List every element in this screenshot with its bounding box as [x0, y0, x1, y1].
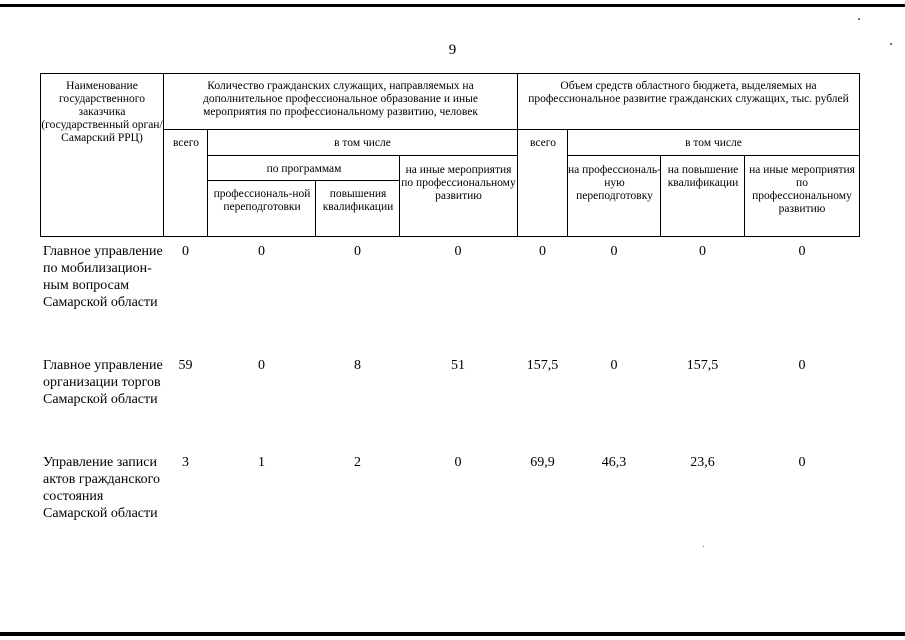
header-budget-group: Объем средств областного бюджета, выделяемых на профессиональное развитие гражданских служащих, тыс. рублей: [517, 73, 860, 130]
row-count-qualification: 0: [354, 244, 361, 259]
row-name: Управление записи актов гражданского состояния Самарской области: [43, 455, 161, 521]
page-number: 9: [448, 42, 457, 58]
top-border-line: [0, 4, 905, 7]
row-count-qualification: 2: [354, 455, 361, 470]
row-count-retraining: 0: [258, 244, 265, 259]
header-customer: Наименование государственного заказчика (государственный орган/Самарский РРЦ): [40, 73, 163, 237]
row-name: Главное управление организации торгов Самарской области: [43, 358, 163, 407]
row-budget-other: 0: [798, 244, 806, 259]
header-budget-other: на иные мероприятия по профессиональному развитию: [744, 155, 860, 237]
row-budget-total: 0: [539, 244, 546, 259]
row-name: Главное управление по мобилизацион-ным вопросам Самарской области: [43, 244, 163, 310]
row-count-total: 3: [182, 455, 189, 470]
scan-speck: [703, 546, 704, 547]
row-budget-qualification: 0: [699, 244, 706, 259]
header-budget-qualification: на повышение квалификации: [660, 155, 745, 237]
row-budget-other: 0: [798, 455, 806, 470]
row-budget-qualification: 157,5: [686, 358, 719, 373]
header-retraining: профессиональ-ной переподготовки: [207, 180, 316, 237]
row-count-other: 0: [454, 455, 462, 470]
row-budget-qualification: 23,6: [690, 455, 715, 470]
row-budget-retraining: 46,3: [601, 455, 627, 470]
row-budget-other: 0: [798, 358, 806, 373]
header-budget-including: в том числе: [567, 129, 860, 156]
row-count-total: 0: [182, 244, 189, 259]
header-budget-total: всего: [517, 129, 568, 237]
row-count-retraining: 0: [258, 358, 265, 373]
row-count-other: 0: [454, 244, 462, 259]
scan-speck: [890, 43, 892, 45]
row-count-other: 51: [451, 358, 465, 373]
row-budget-retraining: 0: [610, 358, 618, 373]
header-count-group: Количество гражданских служащих, направляемых на дополнительное профессиональное образование и иные мероприятия по профессиональному развитию, человек: [163, 73, 517, 130]
header-budget-retraining: на профессиональ-ную переподготовку: [567, 155, 661, 237]
row-count-retraining: 1: [258, 455, 265, 470]
header-count-total: всего: [163, 129, 208, 237]
row-count-qualification: 8: [354, 358, 361, 373]
header-qualification: повышения квалификации: [315, 180, 400, 237]
row-count-total: 59: [178, 358, 193, 373]
header-count-other: на иные мероприятия по профессиональному развитию: [399, 155, 517, 237]
bottom-border-line: [0, 632, 905, 636]
row-budget-total: 69,9: [530, 455, 555, 470]
row-budget-total: 157,5: [526, 358, 559, 373]
row-budget-retraining: 0: [610, 244, 618, 259]
header-count-including: в том числе: [207, 129, 517, 156]
header-by-programs: по программам: [207, 155, 400, 181]
scan-speck: [858, 18, 860, 20]
